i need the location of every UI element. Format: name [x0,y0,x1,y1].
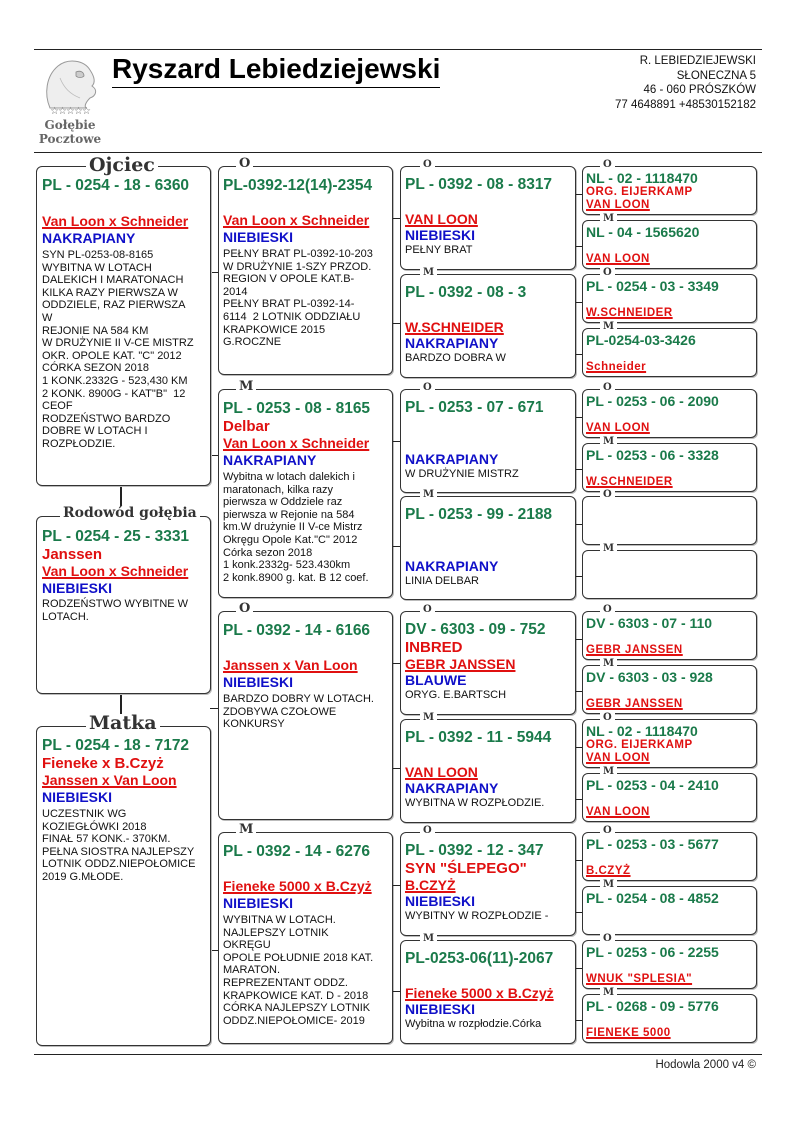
address-line: 46 - 060 PRÓSZKÓW [643,84,756,96]
strain: FIENEKE 5000 [586,1027,671,1039]
plumage-color: NAKRAPIANY [42,230,136,246]
spacer [586,240,753,253]
description-line: RODZEŃSTWO BARDZO [42,412,171,425]
connector-line [210,455,218,456]
description-line: 1 konk.2332g- 523.430km [223,559,351,572]
description-line: 2014 [223,285,248,298]
ring-number: PL - 0253 - 03 - 5677 [586,836,719,852]
great-great-grandparent-legend: O [600,160,615,170]
plumage-color: NAKRAPIANY [405,558,499,574]
spacer [405,524,571,558]
father-card[interactable] [36,166,211,486]
description-line: MARATON. [223,964,281,977]
ring-number: PL - 0392 - 14 - 6276 [223,843,371,860]
strain: Fieneke 5000 x B.Czyż [223,878,372,894]
strain: Janssen x Van Loon [223,657,358,673]
address-line: 77 4648891 +48530152182 [614,98,756,111]
great-great-grandparent-legend: O [600,713,615,723]
grandparent-card[interactable] [218,832,393,1044]
ring-number: PL - 0253 - 04 - 2410 [586,777,719,793]
top-rule [34,49,762,50]
description-line: LOTNIK ODDZ.NIEPOŁOMICE [42,858,196,871]
strain: VAN LOON [405,764,478,780]
plumage-color: NIEBIESKI [405,893,476,909]
ring-number: PL - 0253 - 06 - 3328 [586,447,719,463]
description-line: PEŁNA SIOSTRA NAJLEPSZY [42,845,195,858]
spacer [223,195,388,212]
logo-text-2: Pocztowe [38,132,102,146]
grandparent-legend: M [236,380,256,393]
great-great-grandparent-card[interactable] [582,719,757,768]
plumage-color: NAKRAPIANY [405,335,499,351]
spacer [586,409,753,422]
description-line: OKRĘGU [223,939,271,952]
strain: VAN LOON [586,752,650,764]
ring-number: PL - 0392 - 12 - 347 [405,842,544,859]
grandparent-card[interactable] [218,611,393,820]
description-line: ZDOBYWA CZOŁOWE [223,705,337,718]
ring-number: PL - 0253 - 06 - 2090 [586,393,719,409]
strain: W.SCHNEIDER [586,476,673,488]
great-great-grandparent-card[interactable] [582,496,757,545]
great-grandparent-card[interactable] [400,719,576,823]
description: Wybitna w rozpłodzie.Córka [405,1018,542,1030]
strain: VAN LOON [586,806,650,818]
pigeon-name: Fieneke x B.Czyż [42,755,164,772]
ring-number: PL - 0254 - 18 - 6360 [42,177,190,194]
description: WYBITNY W ROZPŁODZIE - [405,910,549,922]
mother-legend: Matka [86,714,160,733]
strain: VAN LOON [405,211,478,227]
description-line: REJONIE NA 584 KM [42,324,149,337]
description-line: OKR. OPOLE KAT. "C" 2012 [42,349,182,362]
description: ORYG. E.BARTSCH [405,689,507,701]
strain: Van Loon x Schneider [223,435,370,451]
description-line: FINAŁ 57 KONK.- 370KM. [42,833,171,846]
description-line: Córka sezon 2018 [223,546,313,559]
ring-number: PL - 0254 - 25 - 3331 [42,528,190,545]
pigeon-name: SYN "ŚLEPEGO" [405,860,527,877]
description: WYBITNA W ROZPŁODZIE. [405,797,545,809]
description-line: W DRUŻYNIE 1-SZY PRZOD. [223,260,372,273]
logo [34,56,106,146]
strain: WNUK "SPLESIA" [586,973,693,985]
great-grandparent-legend: O [420,383,435,393]
description-line: pierwsza w Rejonie na 584 [223,508,355,521]
description-line: 2 konk.8900 g. kat. B 12 coef. [223,571,369,584]
plumage-color: NIEBIESKI [223,229,294,245]
great-great-grandparent-legend: O [600,826,615,836]
great-grandparent-legend: O [420,605,435,615]
great-great-grandparent-legend: M [600,214,617,224]
great-grandparent-legend: M [420,934,437,944]
plumage-color: NIEBIESKI [223,674,294,690]
strain: B.CZYŻ [405,877,456,893]
description-line: maratonach, kilka razy [223,483,334,496]
strain: VAN LOON [586,422,650,434]
great-great-grandparent-card[interactable] [582,443,757,492]
description-line: ODDZ.NIEPOŁOMICE- 2019 [223,1014,365,1027]
address-line: R. LEBIEDZIEJEWSKI [639,55,756,67]
ring-number: DV - 6303 - 09 - 752 [405,621,546,638]
description-line: CÓRKA NAJLEPSZY LOTNIK [223,1002,371,1015]
ring-number: PL - 0254 - 03 - 3349 [586,278,719,294]
great-grandparent-card[interactable] [400,940,576,1044]
description-line: KRAPKOWICE KAT. D - 2018 [223,989,369,1002]
description-line: CÓRKA SEZON 2018 [42,362,149,375]
pigeon-card[interactable] [36,516,211,694]
great-great-grandparent-card[interactable] [582,832,757,881]
footer-credit: Hodowla 2000 v4 © [655,1059,756,1071]
description-line: 2 KONK. 8900G - KAT"B" 12 [42,387,186,400]
description-line: KOZIEGŁÓWKI 2018 [42,820,147,833]
description-line: 1 KONK.2332G - 523,430 KM [42,374,188,387]
description: PEŁNY BRAT [405,244,473,256]
great-great-grandparent-legend: M [600,437,617,447]
grandparent-card[interactable] [218,389,393,598]
description-line: Wybitna w lotach dalekich i [223,471,355,483]
great-great-grandparent-card[interactable] [582,550,757,599]
description-line: WYBITNA W LOTACH [42,261,152,274]
description-line: W [42,311,53,324]
description-line: DALEKICH I MARATONACH [42,274,184,287]
strain: Van Loon x Schneider [42,213,189,229]
description-line: PEŁNY BRAT PL-0392-10-203 [223,248,373,260]
strain: W.SCHNEIDER [405,319,504,335]
description-line: G.ROCZNE [223,336,282,349]
great-grandparent-legend: O [420,826,435,836]
spacer [586,294,753,307]
description [223,914,388,1027]
plumage-color: NIEBIESKI [223,895,294,911]
strain: GEBR JANSSEN [586,644,683,656]
great-great-grandparent-legend: M [600,544,617,554]
ring-number: PL - 0392 - 08 - 3 [405,284,527,301]
great-great-grandparent-legend: O [600,490,615,500]
description [223,471,388,584]
ring-number: NL - 02 - 1118470 [586,170,698,186]
great-great-grandparent-card[interactable] [582,220,757,269]
connector-line [210,708,218,709]
description-line: CEOF [42,400,73,413]
description-line: km.W drużynie II V-ce Mistrz [223,521,363,534]
strain: Fieneke 5000 x B.Czyż [405,985,554,1001]
description: BARDZO DOBRA W [405,352,506,364]
plumage-color: NIEBIESKI [42,789,113,805]
strain: Schneider [586,361,647,373]
plumage-color: NAKRAPIANY [223,452,317,468]
connector-line [210,950,218,951]
spacer [405,747,571,764]
description-line: KILKA RAZY PIERWSZA W [42,286,178,299]
great-great-grandparent-legend: O [600,934,615,944]
ring-number: PL - 0392 - 08 - 8317 [405,176,553,193]
header-rule [34,152,762,153]
ring-number: PL-0253-06(11)-2067 [405,950,554,967]
plumage-color: NIEBIESKI [42,580,113,596]
description: LINIA DELBAR [405,575,479,587]
connector-line [210,272,218,273]
great-grandparent-legend: M [420,713,437,723]
plumage-color: NAKRAPIANY [405,780,499,796]
great-great-grandparent-card[interactable] [582,940,757,989]
spacer [586,852,753,865]
ring-number: PL - 0392 - 11 - 5944 [405,729,552,746]
great-grandparent-legend: O [420,160,435,170]
great-great-grandparent-card[interactable] [582,994,757,1043]
mother-card[interactable] [36,726,211,1046]
great-great-grandparent-legend: M [600,767,617,777]
strain: Van Loon x Schneider [223,212,370,228]
ring-number: PL - 0253 - 06 - 2255 [586,944,719,960]
spacer [586,463,753,476]
ring-number: PL - 0392 - 14 - 6166 [223,622,371,639]
description-line: SYN PL-0253-08-8165 [42,249,154,261]
description-line: BARDZO DOBRY W LOTACH. [223,693,374,705]
description: RODZEŃSTWO WYBITNE W LOTACH. [42,598,189,623]
great-great-grandparent-legend: O [600,383,615,393]
ring-number: NL - 04 - 1565620 [586,224,700,240]
grandparent-legend: M [236,823,256,836]
spacer [405,302,571,319]
pigeon-head-icon [40,58,100,110]
description-line: ROZPŁODZIE. [42,437,116,450]
great-great-grandparent-legend: M [600,988,617,998]
great-grandparent-card[interactable] [400,496,576,600]
ring-number: PL - 0253 - 08 - 8165 [223,400,371,417]
ring-number: PL - 0253 - 07 - 671 [405,399,544,416]
ring-number: DV - 6303 - 07 - 110 [586,615,713,631]
spacer [586,348,753,361]
spacer [586,1014,753,1027]
pigeon-name: ORG. EIJERKAMP [586,739,693,751]
address-line: SŁONECZNA 5 [676,69,756,82]
ring-number: PL - 0253 - 99 - 2188 [405,506,553,523]
spacer [586,793,753,806]
grandparent-legend: O [236,157,253,170]
description [223,248,388,349]
spacer [586,685,753,698]
strain: Janssen x Van Loon [42,772,177,788]
great-great-grandparent-card[interactable] [582,611,757,660]
logo-text-1: Gołębie [44,118,96,132]
strain: W.SCHNEIDER [586,307,673,319]
great-great-grandparent-card[interactable] [582,328,757,377]
great-grandparent-card[interactable] [400,274,576,378]
ring-number: DV - 6303 - 03 - 928 [586,669,713,685]
great-great-grandparent-legend: M [600,659,617,669]
pigeon-name: Delbar [223,418,270,435]
description-line: PEŁNY BRAT PL-0392-14- [223,298,355,311]
great-great-grandparent-card[interactable] [582,274,757,323]
great-grandparent-legend: M [420,268,437,278]
description: W DRUŻYNIE MISTRZ [405,468,519,480]
pigeon-name: Janssen [42,546,103,563]
great-grandparent-card[interactable] [400,389,576,493]
description [223,693,388,731]
strain: B.CZYŻ [586,865,631,877]
spacer [223,640,388,657]
description-line: Okręgu Opole Kat."C" 2012 [223,533,358,546]
spacer [586,631,753,644]
strain: GEBR JANSSEN [586,698,683,710]
spacer [405,968,571,985]
footer-rule [34,1054,762,1055]
ring-number: PL - 0268 - 09 - 5776 [586,998,719,1014]
great-great-grandparent-legend: M [600,880,617,890]
pigeon-legend: Rodowód gołębia [60,506,200,520]
great-grandparent-card[interactable] [400,832,576,936]
spacer [405,194,571,211]
father-legend: Ojciec [86,156,158,175]
great-great-grandparent-legend: O [600,605,615,615]
great-great-grandparent-card[interactable] [582,389,757,438]
pigeon-name: INBRED [405,639,463,656]
ring-number: PL-0254-03-3426 [586,332,696,348]
description-line: WYBITNA W LOTACH. [223,914,336,926]
page-title: Ryszard Lebiedziejewski [112,52,440,88]
breeder-address [615,54,756,112]
great-great-grandparent-card[interactable] [582,773,757,822]
description-line: OPOLE POŁUDNIE 2018 KAT. [223,951,374,964]
strain: VAN LOON [586,199,650,211]
spacer [586,960,753,973]
strain: Van Loon x Schneider [42,563,189,579]
description-line: DOBRE W LOTACH I [42,425,148,438]
description-line: 2019 G.MŁODE. [42,870,124,883]
great-grandparent-card[interactable] [400,611,576,715]
ring-number: PL - 0254 - 18 - 7172 [42,737,190,754]
plumage-color: NIEBIESKI [405,1001,476,1017]
description-line: 6114 2 LOTNIK ODDZIAŁU [223,310,361,323]
great-great-grandparent-legend: M [600,322,617,332]
great-great-grandparent-card[interactable] [582,166,757,215]
description-line: KONKURSY [223,718,285,731]
grandparent-card[interactable] [218,166,393,375]
description-line: NAJLEPSZY LOTNIK [223,926,329,939]
plumage-color: BLAUWE [405,672,467,688]
spacer [405,417,571,451]
great-grandparent-card[interactable] [400,166,576,270]
description-line: REPREZENTANT ODDZ. [223,976,348,989]
strain: VAN LOON [586,253,650,265]
logo-stars: ☆☆☆☆☆ [50,106,90,117]
ring-number: NL - 02 - 1118470 [586,723,698,739]
description-line: ODDZIELE, RAZ PIERWSZA [42,299,186,312]
description [42,249,205,451]
description-line: KRAPKOWICE 2015 [223,323,326,336]
strain: GEBR JANSSEN [405,656,516,672]
description-line: REGION V OPOLE KAT.B- [223,273,355,286]
plumage-color: NAKRAPIANY [405,451,499,467]
description-line: UCZESTNIK WG [42,808,127,820]
description-line: pierwsza w Oddziele raz [223,496,343,509]
pigeon-name: ORG. EIJERKAMP [586,186,693,198]
spacer [223,861,388,878]
description-line: W DRUŻYNIE II V-CE MISTRZ [42,337,194,350]
plumage-color: NIEBIESKI [405,227,476,243]
great-great-grandparent-legend: O [600,268,615,278]
ring-number: PL-0392-12(14)-2354 [223,177,373,194]
description [42,808,205,884]
ring-number: PL - 0254 - 08 - 4852 [586,890,719,906]
grandparent-legend: O [236,602,253,615]
great-great-grandparent-card[interactable] [582,886,757,935]
great-great-grandparent-card[interactable] [582,665,757,714]
great-grandparent-legend: M [420,490,437,500]
